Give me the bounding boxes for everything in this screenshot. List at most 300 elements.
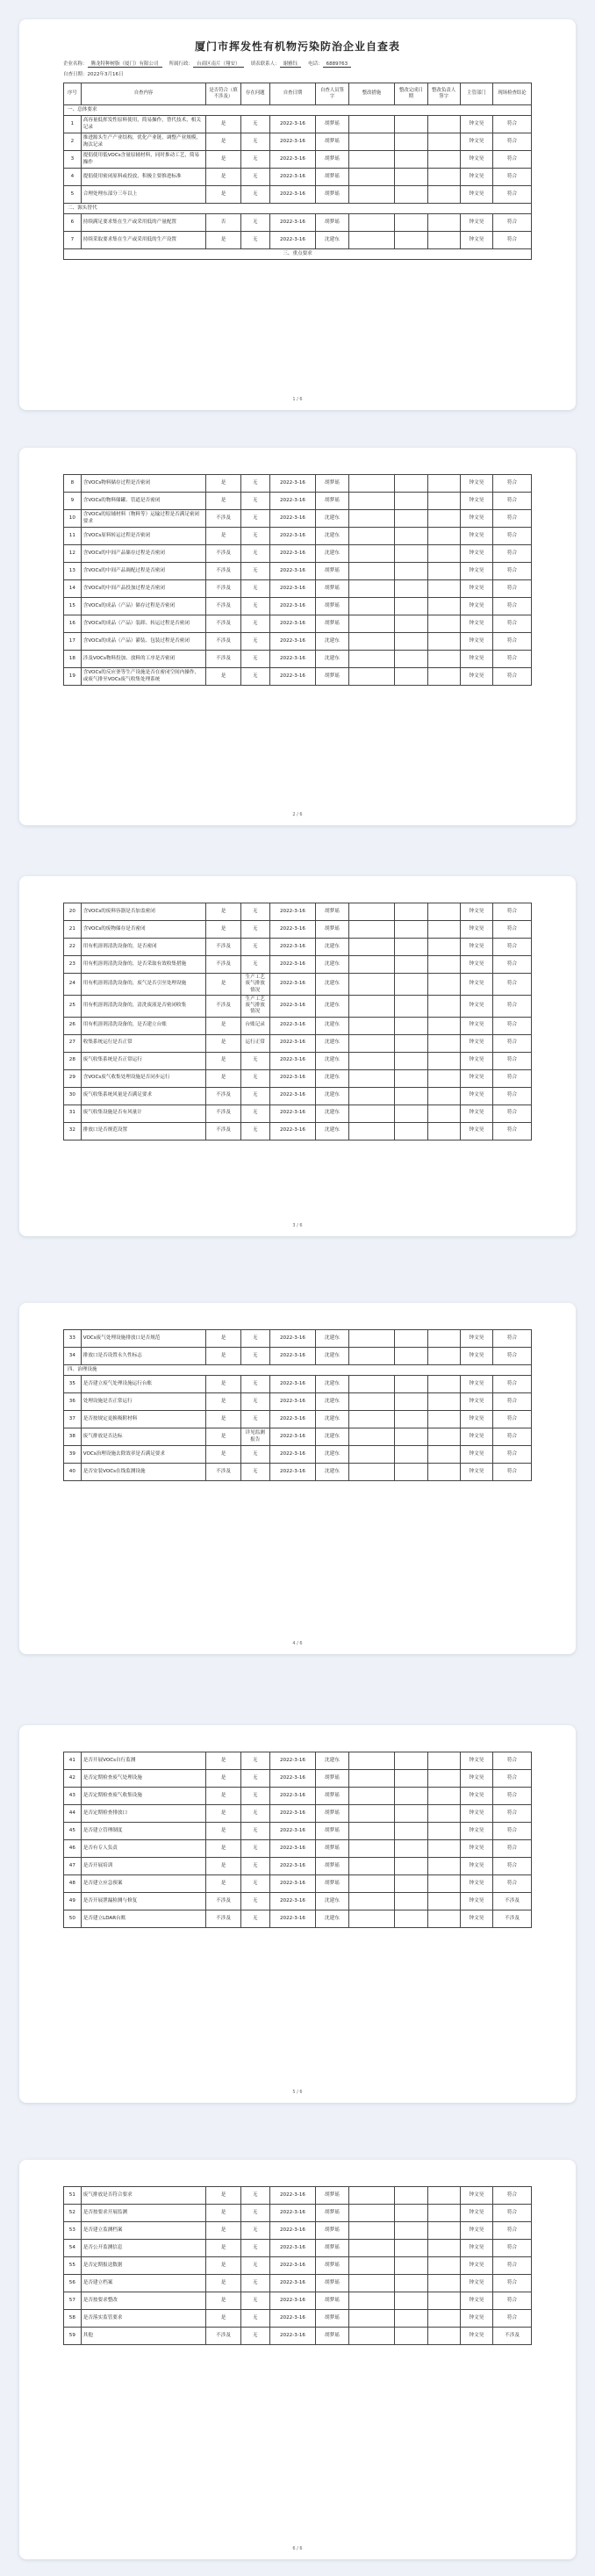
cell-owner xyxy=(427,1052,460,1069)
cell-content: 是否定期检查废气收集设施 xyxy=(81,1788,206,1805)
table-row xyxy=(64,2292,532,2310)
cell-ok: 是 xyxy=(206,974,240,996)
cell-date: 2022-3-16 xyxy=(269,2328,316,2345)
cell-date: 2022-3-16 xyxy=(269,598,316,615)
cell-dept: 钟文昊 xyxy=(460,921,492,939)
document-title: 厦门市挥发性有机物污染防治企业自查表 xyxy=(194,40,400,53)
cell-owner xyxy=(427,2328,460,2345)
cell-person: 沈建东 xyxy=(316,1052,348,1069)
cell-date: 2022-3-16 xyxy=(269,939,316,956)
cell-date: 2022-3-16 xyxy=(269,528,316,545)
cell-owner xyxy=(427,1428,460,1446)
cell-owner xyxy=(427,563,460,580)
table-row xyxy=(64,1893,532,1910)
cell-person: 沈建东 xyxy=(316,510,348,528)
cell-owner xyxy=(427,1087,460,1105)
cell-content: VOCs治理设施去除效率是否满足要求 xyxy=(81,1446,206,1464)
page-number: 6 / 6 xyxy=(292,2546,303,2551)
cell-result: 符合 xyxy=(493,668,532,686)
table-row xyxy=(64,1770,532,1788)
cell-date: 2022-3-16 xyxy=(269,116,316,133)
cell-owner xyxy=(427,668,460,686)
cell-ok: 是 xyxy=(206,133,240,151)
document-page xyxy=(19,1303,576,1654)
cell-date: 2022-3-16 xyxy=(269,615,316,633)
cell-dept: 钟文昊 xyxy=(460,1034,492,1052)
cell-ok: 不涉及 xyxy=(206,1105,240,1122)
cell-dept: 钟文昊 xyxy=(460,2240,492,2257)
cell-ok: 不涉及 xyxy=(206,2328,240,2345)
cell-no: 52 xyxy=(64,2205,82,2222)
table-row xyxy=(64,563,532,580)
cell-person: 胡梦瑶 xyxy=(316,580,348,598)
cell-no: 3 xyxy=(64,151,82,169)
cell-fix xyxy=(348,1348,395,1365)
cell-issue: 无 xyxy=(240,510,269,528)
cell-date: 2022-3-16 xyxy=(269,921,316,939)
cell-content: 含VOCs物料储存过程是否密闭 xyxy=(81,475,206,493)
cell-result: 符合 xyxy=(493,1858,532,1875)
document-page xyxy=(19,2160,576,2559)
cell-fdate xyxy=(395,1840,427,1858)
table-row xyxy=(64,2205,532,2222)
cell-fdate xyxy=(395,1752,427,1770)
page-number: 3 / 6 xyxy=(292,1223,303,1228)
cell-date: 2022-3-16 xyxy=(269,1446,316,1464)
cell-fix xyxy=(348,1087,395,1105)
cell-no: 54 xyxy=(64,2240,82,2257)
cell-fix xyxy=(348,1823,395,1840)
cell-no: 43 xyxy=(64,1788,82,1805)
cell-owner xyxy=(427,186,460,204)
cell-date: 2022-3-16 xyxy=(269,651,316,668)
table-row xyxy=(64,1858,532,1875)
cell-no: 29 xyxy=(64,1069,82,1087)
cell-date: 2022-3-16 xyxy=(269,510,316,528)
cell-no: 53 xyxy=(64,2222,82,2240)
cell-ok: 否 xyxy=(206,214,240,232)
cell-no: 58 xyxy=(64,2310,82,2328)
cell-issue: 无 xyxy=(240,1875,269,1893)
cell-person: 沈建东 xyxy=(316,974,348,996)
cell-result: 符合 xyxy=(493,1122,532,1140)
cell-no: 38 xyxy=(64,1428,82,1446)
cell-no: 51 xyxy=(64,2187,82,2205)
cell-owner xyxy=(427,2257,460,2275)
cell-ok: 是 xyxy=(206,1393,240,1411)
cell-person: 胡梦瑶 xyxy=(316,186,348,204)
cell-owner xyxy=(427,1875,460,1893)
cell-fix xyxy=(348,1752,395,1770)
cell-person: 胡梦瑶 xyxy=(316,151,348,169)
cell-ok: 是 xyxy=(206,2275,240,2292)
cell-no: 46 xyxy=(64,1840,82,1858)
cell-fix xyxy=(348,528,395,545)
cell-date: 2022-3-16 xyxy=(269,563,316,580)
cell-fdate xyxy=(395,1376,427,1393)
cell-date: 2022-3-16 xyxy=(269,974,316,996)
cell-person: 沈建东 xyxy=(316,1893,348,1910)
cell-result: 符合 xyxy=(493,1770,532,1788)
cell-fix xyxy=(348,2187,395,2205)
cell-fix xyxy=(348,1069,395,1087)
cell-dept: 钟文昊 xyxy=(460,1910,492,1928)
cell-ok: 不涉及 xyxy=(206,1464,240,1481)
cell-fix xyxy=(348,1105,395,1122)
cell-owner xyxy=(427,1770,460,1788)
cell-ok: 是 xyxy=(206,1017,240,1034)
table-row xyxy=(64,2257,532,2275)
cell-result: 符合 xyxy=(493,903,532,921)
cell-fix xyxy=(348,151,395,169)
cell-date: 2022-3-16 xyxy=(269,1105,316,1122)
cell-issue: 无 xyxy=(240,1788,269,1805)
cell-result: 符合 xyxy=(493,563,532,580)
cell-fix xyxy=(348,633,395,651)
cell-ok: 是 xyxy=(206,116,240,133)
table-row xyxy=(64,903,532,921)
cell-issue: 无 xyxy=(240,116,269,133)
cell-content: 持续采取要求集在生产或采用低的生产设置 xyxy=(81,232,206,249)
cell-dept: 钟文昊 xyxy=(460,1393,492,1411)
cell-issue: 无 xyxy=(240,151,269,169)
cell-content: 废气收集设施是否有风量计 xyxy=(81,1105,206,1122)
cell-owner xyxy=(427,1858,460,1875)
section-heading: 四、治理设施 xyxy=(64,1365,532,1376)
checklist-table xyxy=(63,474,532,686)
cell-person: 沈建东 xyxy=(316,1069,348,1087)
cell-fdate xyxy=(395,2275,427,2292)
cell-content: 含VOCs的废物储存是否密闭 xyxy=(81,921,206,939)
cell-no: 37 xyxy=(64,1411,82,1428)
table-row xyxy=(64,1034,532,1052)
cell-issue: 无 xyxy=(240,956,269,974)
cell-result: 符合 xyxy=(493,1428,532,1446)
table-row xyxy=(64,2275,532,2292)
cell-fdate xyxy=(395,1087,427,1105)
cell-date: 2022-3-16 xyxy=(269,151,316,169)
cell-person: 沈建东 xyxy=(316,1034,348,1052)
cell-fdate xyxy=(395,545,427,563)
cell-issue: 无 xyxy=(240,528,269,545)
cell-dept: 钟文昊 xyxy=(460,133,492,151)
cell-fdate xyxy=(395,2257,427,2275)
cell-dept: 钟文昊 xyxy=(460,1446,492,1464)
cell-fix xyxy=(348,493,395,510)
cell-content: 是否公开监测信息 xyxy=(81,2240,206,2257)
cell-no: 50 xyxy=(64,1910,82,1928)
cell-issue: 无 xyxy=(240,214,269,232)
cell-fdate xyxy=(395,921,427,939)
cell-content: 含VOCs废气收集处理设施是否同步运行 xyxy=(81,1069,206,1087)
cell-owner xyxy=(427,1017,460,1034)
cell-no: 25 xyxy=(64,995,82,1017)
cell-person: 胡梦瑶 xyxy=(316,1823,348,1840)
cell-content: 是否建立监测档案 xyxy=(81,2222,206,2240)
cell-owner xyxy=(427,1788,460,1805)
cell-result: 符合 xyxy=(493,1017,532,1034)
cell-content: 用有机溶剂清洗设备的，是否密闭 xyxy=(81,939,206,956)
cell-ok: 是 xyxy=(206,1788,240,1805)
cell-person: 沈建东 xyxy=(316,1428,348,1446)
table-row xyxy=(64,2222,532,2240)
info-contact: 谢雅钰 xyxy=(280,60,302,68)
cell-fdate xyxy=(395,580,427,598)
table-row xyxy=(64,2328,532,2345)
cell-content: 废气收集系统是否正常运行 xyxy=(81,1052,206,1069)
cell-issue: 无 xyxy=(240,615,269,633)
cell-fix xyxy=(348,1376,395,1393)
cell-issue: 无 xyxy=(240,1823,269,1840)
cell-issue: 无 xyxy=(240,1087,269,1105)
cell-content: 是否开展VOCs自行监测 xyxy=(81,1752,206,1770)
cell-dept: 钟文昊 xyxy=(460,903,492,921)
cell-fix xyxy=(348,1052,395,1069)
column-header: 整改负责人签字 xyxy=(427,83,460,105)
cell-fdate xyxy=(395,510,427,528)
cell-person: 胡梦瑶 xyxy=(316,475,348,493)
cell-ok: 是 xyxy=(206,528,240,545)
cell-ok: 是 xyxy=(206,2240,240,2257)
table-row xyxy=(64,668,532,686)
cell-person: 胡梦瑶 xyxy=(316,598,348,615)
cell-content: 含VOCs的成品（产品）储存过程是否密闭 xyxy=(81,598,206,615)
cell-person: 胡梦瑶 xyxy=(316,116,348,133)
cell-issue: 无 xyxy=(240,133,269,151)
cell-date: 2022-3-16 xyxy=(269,2257,316,2275)
cell-fdate xyxy=(395,1910,427,1928)
cell-owner xyxy=(427,2292,460,2310)
table-row xyxy=(64,510,532,528)
cell-ok: 不涉及 xyxy=(206,1122,240,1140)
cell-ok: 是 xyxy=(206,232,240,249)
cell-no: 55 xyxy=(64,2257,82,2275)
cell-content: 废气排放是否符合要求 xyxy=(81,2187,206,2205)
cell-owner xyxy=(427,1393,460,1411)
cell-dept: 钟文昊 xyxy=(460,995,492,1017)
cell-issue: 无 xyxy=(240,232,269,249)
cell-no: 24 xyxy=(64,974,82,996)
cell-result: 符合 xyxy=(493,995,532,1017)
table-row xyxy=(64,1823,532,1840)
cell-person: 胡梦瑶 xyxy=(316,903,348,921)
cell-no: 11 xyxy=(64,528,82,545)
cell-no: 40 xyxy=(64,1464,82,1481)
cell-fdate xyxy=(395,1875,427,1893)
cell-owner xyxy=(427,615,460,633)
cell-no: 28 xyxy=(64,1052,82,1069)
column-header: 自查日期 xyxy=(269,83,316,105)
cell-fix xyxy=(348,1034,395,1052)
cell-person: 沈建东 xyxy=(316,1105,348,1122)
cell-issue: 无 xyxy=(240,1910,269,1928)
cell-fdate xyxy=(395,2328,427,2345)
cell-fix xyxy=(348,510,395,528)
cell-content: 含VOCs的中间产品调配过程是否密闭 xyxy=(81,563,206,580)
cell-dept: 钟文昊 xyxy=(460,1330,492,1348)
cell-fdate xyxy=(395,1034,427,1052)
cell-ok: 是 xyxy=(206,1348,240,1365)
cell-content: 提倡使用密闭原料或投放，积极主要推进标准 xyxy=(81,169,206,186)
cell-fdate xyxy=(395,116,427,133)
cell-ok: 是 xyxy=(206,1034,240,1052)
cell-fdate xyxy=(395,169,427,186)
cell-owner xyxy=(427,2205,460,2222)
cell-issue: 无 xyxy=(240,1805,269,1823)
cell-result: 不涉及 xyxy=(493,2328,532,2345)
cell-fdate xyxy=(395,1105,427,1122)
table-row xyxy=(64,151,532,169)
cell-issue: 无 xyxy=(240,1348,269,1365)
checklist-table xyxy=(63,83,532,260)
cell-dept: 钟文昊 xyxy=(460,939,492,956)
table-row xyxy=(64,475,532,493)
cell-issue: 无 xyxy=(240,668,269,686)
cell-content: 含VOCs的物料储罐、管道是否密闭 xyxy=(81,493,206,510)
cell-no: 34 xyxy=(64,1348,82,1365)
cell-date: 2022-3-16 xyxy=(269,1330,316,1348)
cell-result: 符合 xyxy=(493,1840,532,1858)
cell-result: 符合 xyxy=(493,186,532,204)
cell-date: 2022-3-16 xyxy=(269,1411,316,1428)
cell-content: 含VOCs的反应釜等生产设施是否在密闭空间内操作，或废气排至VOCs废气收集处理系统 xyxy=(81,668,206,686)
cell-owner xyxy=(427,580,460,598)
cell-result: 不涉及 xyxy=(493,1893,532,1910)
cell-fix xyxy=(348,1910,395,1928)
cell-issue: 无 xyxy=(240,633,269,651)
cell-date: 2022-3-16 xyxy=(269,2187,316,2205)
cell-dept: 钟文昊 xyxy=(460,563,492,580)
cell-ok: 是 xyxy=(206,169,240,186)
cell-person: 胡梦瑶 xyxy=(316,1770,348,1788)
cell-no: 35 xyxy=(64,1376,82,1393)
cell-date: 2022-3-16 xyxy=(269,1034,316,1052)
cell-owner xyxy=(427,2275,460,2292)
cell-date: 2022-3-16 xyxy=(269,232,316,249)
cell-issue: 无 xyxy=(240,1770,269,1788)
cell-result: 符合 xyxy=(493,2292,532,2310)
cell-issue: 无 xyxy=(240,1122,269,1140)
cell-dept: 钟文昊 xyxy=(460,1428,492,1446)
cell-ok: 是 xyxy=(206,1840,240,1858)
cell-result: 符合 xyxy=(493,2205,532,2222)
column-header: 现场检查结论 xyxy=(493,83,532,105)
cell-fdate xyxy=(395,1823,427,1840)
cell-dept: 钟文昊 xyxy=(460,493,492,510)
cell-no: 13 xyxy=(64,563,82,580)
cell-owner xyxy=(427,2310,460,2328)
cell-owner xyxy=(427,151,460,169)
cell-issue: 无 xyxy=(240,493,269,510)
cell-no: 1 xyxy=(64,116,82,133)
cell-fix xyxy=(348,939,395,956)
cell-fdate xyxy=(395,2310,427,2328)
table-row xyxy=(64,580,532,598)
cell-fix xyxy=(348,1017,395,1034)
cell-issue: 无 xyxy=(240,1446,269,1464)
cell-owner xyxy=(427,1376,460,1393)
cell-fix xyxy=(348,186,395,204)
document-page xyxy=(19,1725,576,2103)
cell-fdate xyxy=(395,615,427,633)
cell-no: 49 xyxy=(64,1893,82,1910)
cell-dept: 钟文昊 xyxy=(460,2275,492,2292)
table-row xyxy=(64,204,532,214)
cell-ok: 是 xyxy=(206,1752,240,1770)
cell-owner xyxy=(427,974,460,996)
cell-content: 含VOCs的成品（产品）灌装、包装过程是否密闭 xyxy=(81,633,206,651)
cell-issue: 无 xyxy=(240,1105,269,1122)
cell-date: 2022-3-16 xyxy=(269,1858,316,1875)
cell-result: 符合 xyxy=(493,2187,532,2205)
cell-owner xyxy=(427,1105,460,1122)
cell-person: 沈建东 xyxy=(316,1752,348,1770)
table-row xyxy=(64,1365,532,1376)
cell-date: 2022-3-16 xyxy=(269,633,316,651)
cell-ok: 不涉及 xyxy=(206,545,240,563)
cell-no: 18 xyxy=(64,651,82,668)
cell-issue: 无 xyxy=(240,2310,269,2328)
cell-result: 符合 xyxy=(493,510,532,528)
cell-content: 合理处理东部分三年以上 xyxy=(81,186,206,204)
cell-dept: 钟文昊 xyxy=(460,1052,492,1069)
cell-date: 2022-3-16 xyxy=(269,214,316,232)
cell-date: 2022-3-16 xyxy=(269,1428,316,1446)
cell-issue: 无 xyxy=(240,903,269,921)
cell-content: 是否按要求开展监测 xyxy=(81,2205,206,2222)
cell-fdate xyxy=(395,2240,427,2257)
info-district-label: 所属行政： xyxy=(168,61,194,67)
table-row xyxy=(64,921,532,939)
cell-issue: 无 xyxy=(240,2257,269,2275)
cell-date: 2022-3-16 xyxy=(269,1805,316,1823)
cell-fix xyxy=(348,1875,395,1893)
cell-fdate xyxy=(395,1348,427,1365)
column-header: 是否符合（填不涉及） xyxy=(206,83,240,105)
cell-person: 胡梦瑶 xyxy=(316,493,348,510)
cell-dept: 钟文昊 xyxy=(460,2222,492,2240)
cell-fdate xyxy=(395,1788,427,1805)
cell-issue: 无 xyxy=(240,169,269,186)
cell-date: 2022-3-16 xyxy=(269,1393,316,1411)
cell-issue: 无 xyxy=(240,2187,269,2205)
cell-fix xyxy=(348,974,395,996)
cell-date: 2022-3-16 xyxy=(269,1087,316,1105)
cell-date: 2022-3-16 xyxy=(269,1770,316,1788)
cell-date: 2022-3-16 xyxy=(269,1069,316,1087)
section-heading: 一、总体要求 xyxy=(64,105,532,116)
cell-fix xyxy=(348,2328,395,2345)
cell-person: 胡梦瑶 xyxy=(316,615,348,633)
cell-dept: 钟文昊 xyxy=(460,510,492,528)
cell-content: 排放口是否设置永久性标志 xyxy=(81,1348,206,1365)
cell-content: 是否建立档案 xyxy=(81,2275,206,2292)
cell-owner xyxy=(427,169,460,186)
cell-dept: 钟文昊 xyxy=(460,1087,492,1105)
table-row xyxy=(64,1017,532,1034)
cell-issue: 无 xyxy=(240,651,269,668)
cell-ok: 是 xyxy=(206,151,240,169)
page-number: 5 / 6 xyxy=(292,2090,303,2095)
cell-fix xyxy=(348,2240,395,2257)
table-row xyxy=(64,116,532,133)
cell-result: 符合 xyxy=(493,615,532,633)
cell-dept: 钟文昊 xyxy=(460,615,492,633)
cell-content: 是否按规定更换吸附材料 xyxy=(81,1411,206,1428)
cell-date: 2022-3-16 xyxy=(269,1752,316,1770)
cell-fdate xyxy=(395,1330,427,1348)
cell-date: 2022-3-16 xyxy=(269,475,316,493)
